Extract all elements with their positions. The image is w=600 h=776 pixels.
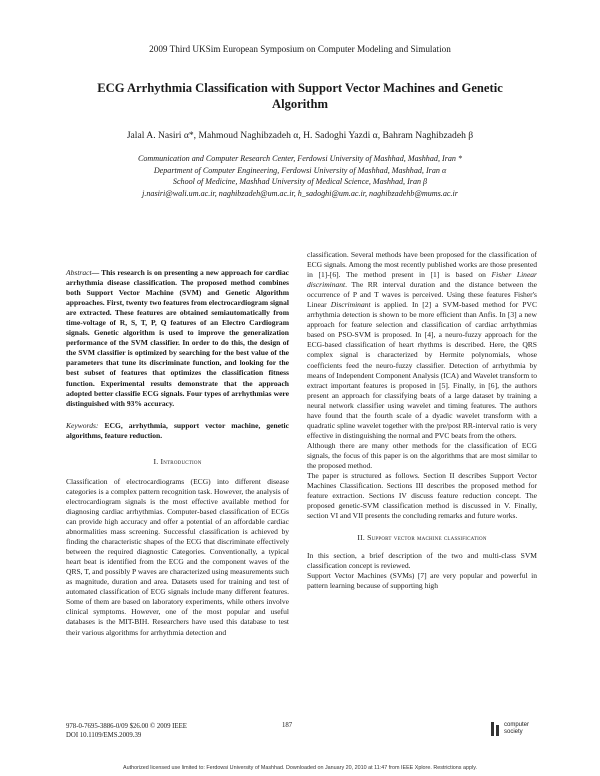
left-column: [66, 268, 289, 638]
logo-text: computer society: [504, 722, 530, 735]
affiliation-3: School of Medicine, Mashhad University of Medical Science, Mashhad, Iran β: [172, 177, 428, 187]
affiliation-1: Communication and Computer Research Center, Ferdowsi University of Mashhad, Mashhad, Iran *: [137, 154, 463, 163]
abstract: [66, 268, 289, 409]
section-1-paragraph: Classification of electrocardiograms (ECG) into different disease categories is a complex pattern recognition task. However, the analysis of electrocardiogram signals is the most effective available method for diagnosing cardiac arrhythmias. Computer-based classification of ECGs can provide high accuracy and offer a potential of an affordable cardiac abnormalities mass screening. Successful classification is achieved by finding the characteristic shapes of the ECG that discriminate effectively between the required diagnostic Categories. Conventionally, a typical heart beat is identified from the ECG and the component waves of the QRS, T, and possibly P waves are characterized using measurements such as magnitude, duration and area. Datasets used for training and test of automated classification of ECG signals include many different features. Some of them are based on laboratory experiments, while others involve clinical symptoms. However, one of the most popular and useful databases is the MIT-BIH. Researchers have used this database to test their various algorithms for arrhythmia detection and: [66, 476, 289, 637]
keywords-label: Keywords:: [66, 420, 99, 430]
right-paragraph-4: In this section, a brief description of the two and multi-class SVM classification concept is reviewed.: [307, 551, 537, 571]
affiliation-2: Department of Computer Engineering, Ferdowsi University of Mashhad, Mashhad, Iran α: [153, 165, 447, 175]
fisher-term: Fisher Linear discriminant: [307, 270, 537, 290]
right-paragraph-3: The paper is structured as follows. Section II describes Support Vector Machines Classification. Sections III describes the proposed method for feature extraction. Sections IV discuss feature reduction concept. The proposed genetic-SVM classification method is discussed in V. Finally, section VI and VII presents the concluding remarks and future works.: [307, 471, 537, 521]
discriminant-term: Discriminant: [330, 300, 371, 310]
keywords-text: ECG, arrhythmia, support vector machine, genetic algorithms, feature reduction.: [66, 420, 290, 440]
computer-society-logo: [488, 719, 544, 743]
license-note: Authorized licensed use limited to: Ferdowsi University of Mashhad. Downloaded on January 20, 2010 at 11:47 from IEEE Xplore. Restrictions apply.: [123, 765, 477, 771]
section-1-heading: I. Introduction: [153, 456, 202, 466]
doi-line: DOI 10.1109/EMS.2009.39: [66, 732, 142, 739]
text-run: is applied. In [2] a SVM-based method for PVC arrhythmia detection is shown to be more efficient than Anfis. In [3] a new approach for feature selection and classification of cardiac arrhythmias based on PSO-SVM is proposed. In [4], a neuro-fuzzy approach for the ECG-based classification of heart rhythms is described. Here, the QRS complex signal is characterized by Hermite polynomials, whose coefficients feed the neuro-fuzzy classifier. Detection of arrhythmia by means of Independent Component Analysis (ICA) and Wavelet transform to extract important features is proposed in [5]. Finally, in [6], the authors present an approach for classifying beats of a large dataset by training a neural network classifier using wavelet and timing features. The authors have found that the fourth scale of a dyadic wavelet transform with a quadratic spline wavelet together with the pre/post RR-interval ratio is very effective in distinguishing the normal and PVC beats from the others.: [307, 300, 537, 440]
text-run: . The RR interval duration and the distance between the occurrence of P and T waves is perceived. Using these features Fisher's Linear: [307, 280, 537, 310]
right-column: [307, 250, 537, 592]
right-paragraph-2: Although there are many other methods for the classification of ECG signals, the focus of this paper is on the algorithms that are most similar to the proposed method.: [307, 440, 537, 470]
right-paragraph-1: [307, 250, 537, 441]
keywords: [66, 421, 289, 441]
computer-society-icon: [490, 721, 502, 737]
abstract-text: — This research is on presenting a new approach for cardiac arrhythmia disease classification. The proposed method combines both Support Vector Machine (SVM) and Genetic Algorithm approaches. First, twenty two features from electrocardiogram signal are extracted. These features are obtained semiautomatically from time-voltage of R, S, T, P, Q features of an Electro Cardiogram signals. Genetic algorithm is used to improve the generalization performance of the SVM classifier. In order to do this, the design of the SVM classifier is optimized by searching for the best value of the parameters that tune its discriminate function, and looking for the best subset of features that optimizes the classification fitness function. Experimental results demonstrate that the approach adopted better classifie ECG signals. Four types of arrhythmias were distinguished with 93% accuracy.: [66, 268, 289, 408]
page-number: 187: [282, 722, 293, 729]
text-run: classification. Several methods have been proposed for the classification of ECG signals. Among the most recently published works are those presented in [1]-[6]. The method present in [1] is based on: [307, 250, 537, 280]
author-emails: j.nasiri@wali.um.ac.ir, naghibzadeh@um.ac.ir, h_sadoghi@um.ac.ir, naghibzadehb@mums.ac.ir: [142, 188, 458, 198]
isbn-line: 978-0-7695-3886-0/09 $26.00 © 2009 IEEE: [66, 723, 187, 730]
footer-info: [66, 722, 187, 740]
abstract-label: Abstract: [66, 268, 92, 277]
section-2-heading: II. Support vector machine classification: [357, 533, 487, 543]
right-paragraph-5: Support Vector Machines (SVMs) [7] are very popular and powerful in pattern learning because of supporting high: [307, 571, 537, 591]
affiliations: [0, 153, 600, 199]
conference-header: 2009 Third UKSim European Symposium on Computer Modeling and Simulation: [149, 44, 451, 54]
author-list: Jalal A. Nasiri α*, Mahmoud Naghibzadeh α, H. Sadoghi Yazdi α, Bahram Naghibzadeh β: [126, 130, 474, 141]
paper-title: ECG Arrhythmia Classification with Support Vector Machines and Genetic Algorithm: [97, 81, 503, 111]
